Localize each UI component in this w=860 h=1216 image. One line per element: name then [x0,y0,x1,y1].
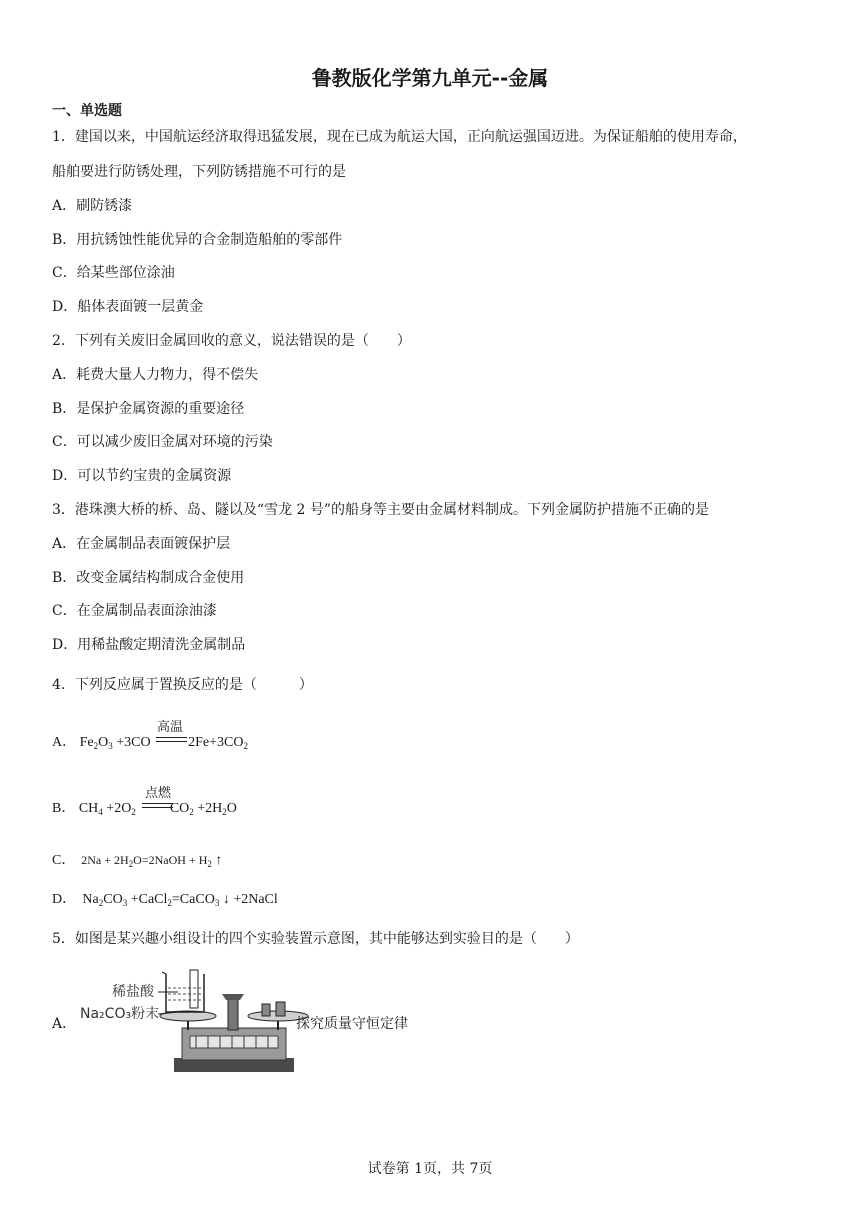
q5-option-a-label: A． [52,1016,77,1032]
q4-option-d-equation: $Na_2CO_3$ +CaCl$_2$=CaCO$_3$ ↓ +2NaCl [79,892,278,908]
q1-option-a: A．刷防锈漆 [52,198,133,214]
q4-text: 4．下列反应属于置换反应的是（ ） [52,677,313,693]
q1-option-b: B．用抗锈蚀性能优异的合金制造船舶的零部件 [52,232,343,248]
q2-option-d: D．可以节约宝贵的金属资源 [52,468,232,484]
q4-option-a-double-arrow [156,737,187,742]
balance-pillar [228,998,238,1030]
page-footer: 试卷第 1页，共 7页 [367,1161,493,1177]
q1-text-line2: 船舶要进行防锈处理，下列防锈措施不可行的是 [52,164,346,180]
q4-option-b-double-arrow [142,803,173,808]
q4-option-c [52,849,222,869]
q5-option-a-caption: 探究质量守恒定律 [296,1016,408,1032]
q4-option-a [52,731,248,751]
q4-option-a-label: A． [52,735,77,750]
q3-option-a: A．在金属制品表面镀保护层 [52,536,231,552]
q1-text-line1: 1．建国以来，中国航运经济取得迅猛发展，现在已成为航运大国，正向航运强国迈进。为保证船舶的使用寿命， [52,129,747,145]
q3-option-c: C．在金属制品表面涂油漆 [52,603,217,619]
q3-text: 3．港珠澳大桥的桥、岛、隧以及“雪龙 2 号”的船身等主要由金属材料制成。下列金属防护措施不正确的是 [52,502,710,518]
q2-option-b: B．是保护金属资源的重要途径 [52,401,245,417]
q1-option-d: D．船体表面镀一层黄金 [52,299,204,315]
q4-option-c-equation: $2Na + 2H_2O=2NaOH + H_2$ ↑ [78,853,223,869]
q2-option-a: A．耗费大量人力物力，得不偿失 [52,367,259,383]
weight-1 [262,1004,270,1016]
q3-option-d: D．用稀盐酸定期清洗金属制品 [52,637,246,653]
page-title: 鲁教版化学第九单元--金属 [311,66,549,90]
q2-text: 2．下列有关废旧金属回收的意义，说法错误的是（ ） [52,333,411,349]
q4-option-d-label: D． [52,892,77,907]
balance-scale-window [190,1036,278,1048]
balance-pointer-cap [222,994,244,1000]
q4-option-d [52,888,278,908]
q4-option-b-label: B． [52,801,76,816]
q4-option-b-condition: 点燃 [145,786,172,801]
q4-option-a-equation: $Fe_2O_3 +3CO$ $2Fe+3CO_2$ [79,735,248,751]
q1-option-c: C．给某些部位涂油 [52,265,175,281]
reagent-label-hcl: 稀盐酸 [112,984,154,1000]
test-tube [190,970,198,1008]
section-heading: 一、单选题 [52,103,122,119]
q4-option-a-condition: 高温 [157,720,184,735]
reagent-label-na2co3: Na₂CO₃粉末 [80,1006,160,1022]
q2-option-c: C．可以减少废旧金属对环境的污染 [52,434,273,450]
q4-option-b-equation: $CH_4 +2O_2$ $CO_2 +2H_2O$ [78,801,237,817]
weight-2 [276,1002,285,1016]
q4-option-c-label: C． [52,853,76,868]
q3-option-b: B．改变金属结构制成合金使用 [52,570,245,586]
q5-text: 5．如图是某兴趣小组设计的四个实验装置示意图，其中能够达到实验目的是（ ） [52,931,579,947]
